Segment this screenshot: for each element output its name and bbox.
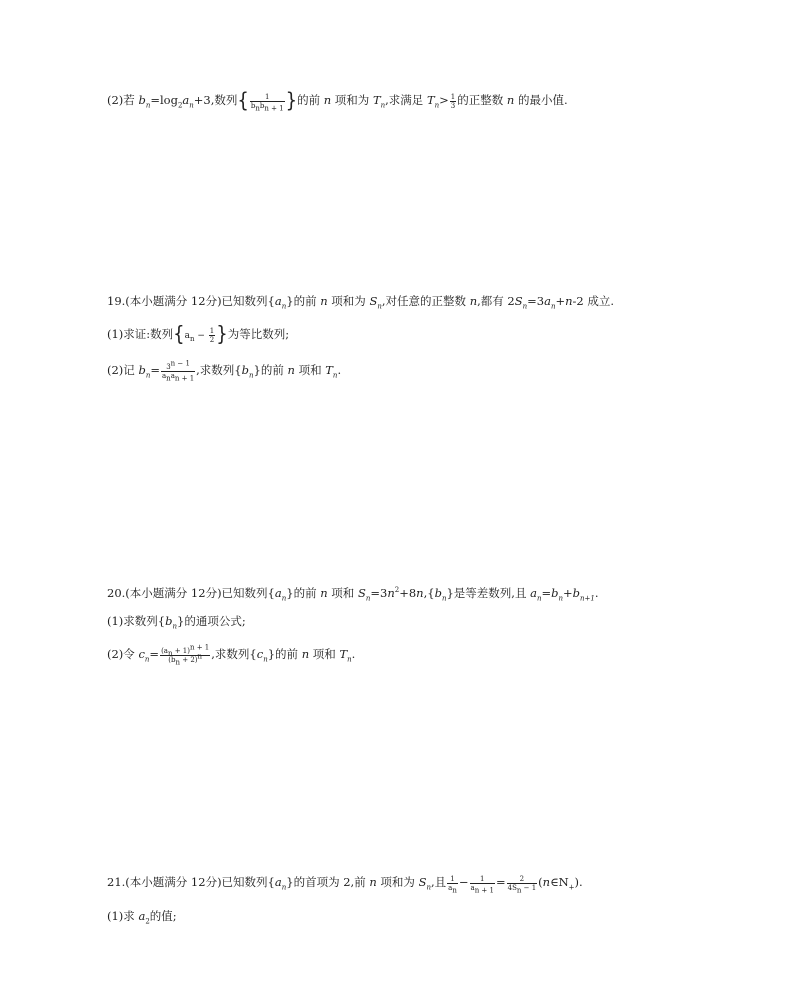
q19-part1: (1)求证:数列{$a_n$ − $\frac{1}{2}$ }为等比数列;: [107, 322, 290, 347]
q19-part2: (2)记 $b_n=$ $\frac{3^{n - 1}}{a_na_{n + 1}}$ ,求数列$\{b_n\}$的前 n 项和 $T_n$.: [107, 359, 342, 382]
q20-part1: (1)求数列$\{b_n\}$的通项公式;: [107, 614, 246, 631]
q18-part2: (2)若 $b_n=\log_2a_n+3$,数列{ $\frac{1}{b_nb_{n + 1}}$ }的前 n 项和为 $T_n$,求满足 $T_n>$ $\frac{1}{3}$ 的正整数 n 的最小值.: [107, 88, 568, 113]
q19-stem: 19.(本小题满分 12分)已知数列$\{a_n\}$的前 n 项和为 $S_n$,对任意的正整数 n,都有 $2S_n=3a_n+n-2$ 成立.: [107, 294, 615, 311]
q20-stem: 20.(本小题满分 12分)已知数列$\{a_n\}$的前 n 项和 $S_n=3n^2+8n,\{b_n\}$是等差数列,且 $a_n=b_n+b_{n+1}$.: [107, 586, 599, 603]
fraction: $\frac{1}{3}$: [450, 92, 456, 110]
q21-stem: 21.(本小题满分 12分)已知数列$\{a_n\}$的首项为 2,前 n 项和为 $S_n$,且 $\frac{1}{a_n}$ − $\frac{1}{a_{n + 1}}$ = $\frac{2}{4S_n - 1}$ $(n\in N_+)$.: [107, 874, 583, 894]
fraction: $\frac{1}{b_nb_{n + 1}}$: [250, 92, 284, 112]
q21-part1: (1)求 $a_2$的值;: [107, 909, 177, 926]
q20-part2: (2)令 $c_n=$ $\frac{(a_n + 1)^{n + 1}}{(b_n + 2)^n}$ ,求数列$\{c_n\}$的前 n 项和 $T_n$.: [107, 643, 356, 666]
